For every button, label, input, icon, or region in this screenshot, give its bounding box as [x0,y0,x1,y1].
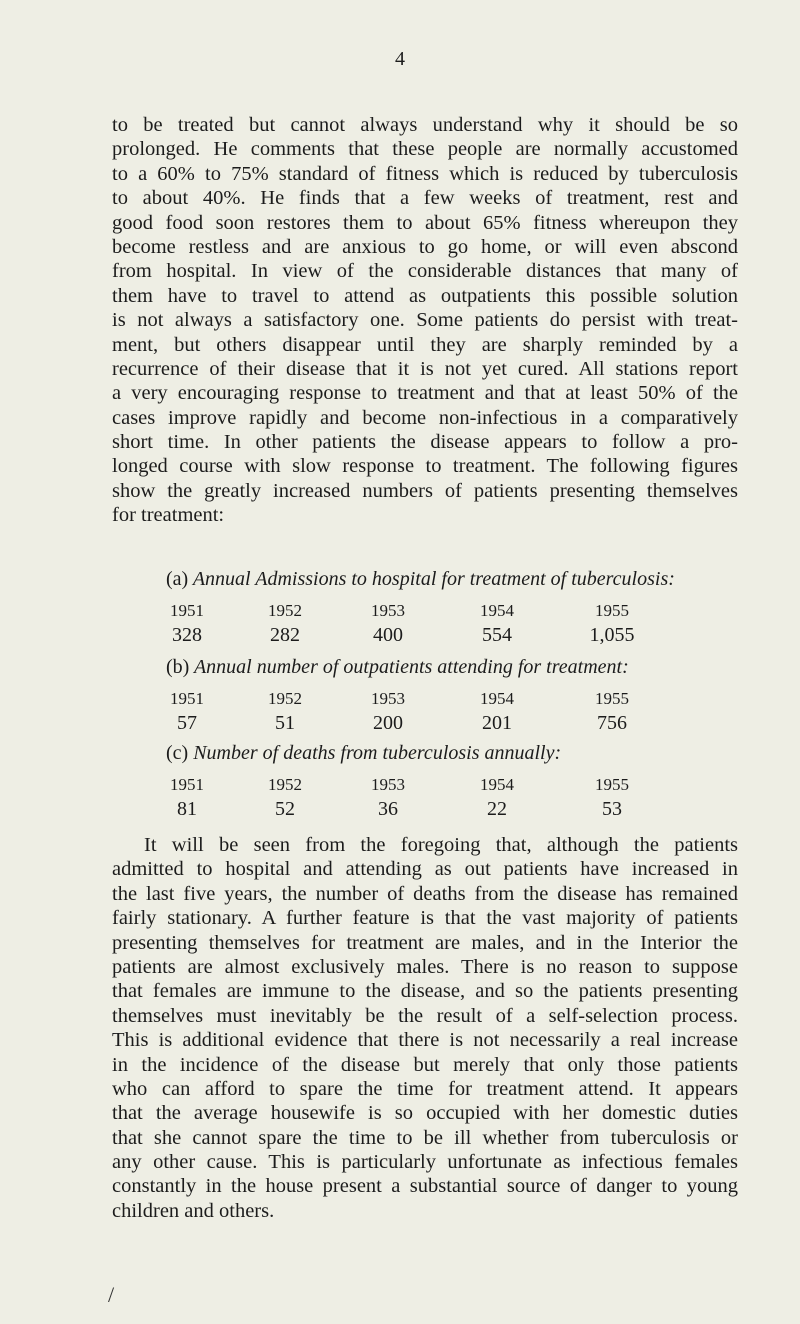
text-line: who can afford to spare the time for treatment attend. It appears [112,1077,738,1100]
year-value: 756 [597,712,627,734]
text-line: It will be seen from the foregoing that, although the patients [144,834,738,856]
year-header: 1951 [170,601,204,620]
year-value: 282 [270,624,300,646]
year-header: 1953 [371,775,405,794]
text-line: to a 60% to 75% standard of fitness which is reduced by tuberculosis [112,162,738,185]
text-line: show the greatly increased numbers of patients presenting themselves [112,479,738,502]
text-line: to about 40%. He finds that a few weeks of treatment, rest and [112,187,738,210]
table-heading [166,656,629,679]
year-header: 1951 [170,689,204,708]
year-value: 51 [275,712,295,734]
text-line: presenting themselves for treatment are males, and in the Interior the [112,931,738,954]
text-line: recurrence of their disease that it is not yet cured. All stations report [112,357,738,380]
year-value: 57 [177,712,197,734]
year-value: 81 [177,798,197,820]
year-value: 554 [482,624,512,646]
text-line: become restless and are anxious to go home, or will even abscond [112,235,738,258]
text-line: themselves must inevitably be the result of a self-selection process. [112,1004,738,1027]
text-line: that females are immune to the disease, and so the patients presenting [112,980,738,1003]
text-line: from hospital. In view of the considerable distances that many of [112,260,738,283]
year-header: 1955 [595,775,629,794]
table-title: Annual Admissions to hospital for treatment of tuberculosis: [192,568,675,590]
text-line: patients are almost exclusively males. There is no reason to suppose [112,955,738,978]
text-line: This is additional evidence that there is not necessarily a real increase [112,1029,738,1052]
year-value: 53 [602,798,622,820]
text-line: that she cannot spare the time to be ill whether from tuberculosis or [112,1126,738,1149]
text-line: constantly in the house present a substantial source of danger to young [112,1175,738,1198]
year-header: 1953 [371,689,405,708]
year-header: 1955 [595,689,629,708]
page-number: 4 [395,48,405,70]
table-title: Annual number of outpatients attending for treatment: [193,656,629,678]
text-line: in the incidence of the disease but merely that only those patients [112,1053,738,1076]
year-value: 200 [373,712,403,734]
table-heading [166,568,675,591]
year-header: 1952 [268,689,302,708]
year-header: 1953 [371,601,405,620]
text-line: good food soon restores them to about 65% fitness whereupon they [112,211,738,234]
text-line: that the average housewife is so occupied with her domestic duties [112,1102,738,1125]
text-line: short time. In other patients the disease appears to follow a pro- [112,431,738,454]
year-header: 1954 [480,689,514,708]
table-label: (b) [166,656,190,678]
year-header: 1951 [170,775,204,794]
paragraph-2 [112,833,738,1223]
text-line: the last five years, the number of deaths from the disease has remained [112,882,738,905]
text-line: prolonged. He comments that these people are normally accustomed [112,138,738,161]
year-header: 1952 [268,775,302,794]
text-line: fairly stationary. A further feature is that the vast majority of patients [112,907,738,930]
text-line: admitted to hospital and attending as out patients have increased in [112,858,738,881]
text-line: a very encouraging response to treatment and that at least 50% of the [112,382,738,405]
table-label: (a) [166,568,189,590]
year-header: 1955 [595,601,629,620]
table-label: (c) [166,742,189,764]
text-line: children and others. [112,1199,275,1222]
text-line: them have to travel to attend as outpatients this possible solution [112,284,738,307]
year-header: 1952 [268,601,302,620]
table-heading [166,742,561,765]
year-value: 400 [373,624,403,646]
table-title: Number of deaths from tuberculosis annually: [193,742,562,764]
year-header: 1954 [480,601,514,620]
paragraph-1 [112,113,738,528]
year-value: 328 [172,624,202,646]
text-line: is not always a satisfactory one. Some patients do persist with treat- [112,309,738,332]
year-header: 1954 [480,775,514,794]
margin-mark: / [108,1282,115,1307]
text-line: longed course with slow response to treatment. The following figures [112,455,738,478]
year-value: 36 [378,798,398,820]
year-value: 52 [275,798,295,820]
text-line: ment, but others disappear until they are sharply reminded by a [112,333,738,356]
year-value: 1,055 [589,624,635,646]
text-line: to be treated but cannot always understand why it should be so [112,114,738,136]
text-line: for treatment: [112,504,225,527]
year-value: 22 [487,798,507,820]
text-line: cases improve rapidly and become non-infectious in a comparatively [112,406,738,429]
year-value: 201 [482,712,512,734]
text-line: any other cause. This is particularly unfortunate as infectious females [112,1151,738,1174]
